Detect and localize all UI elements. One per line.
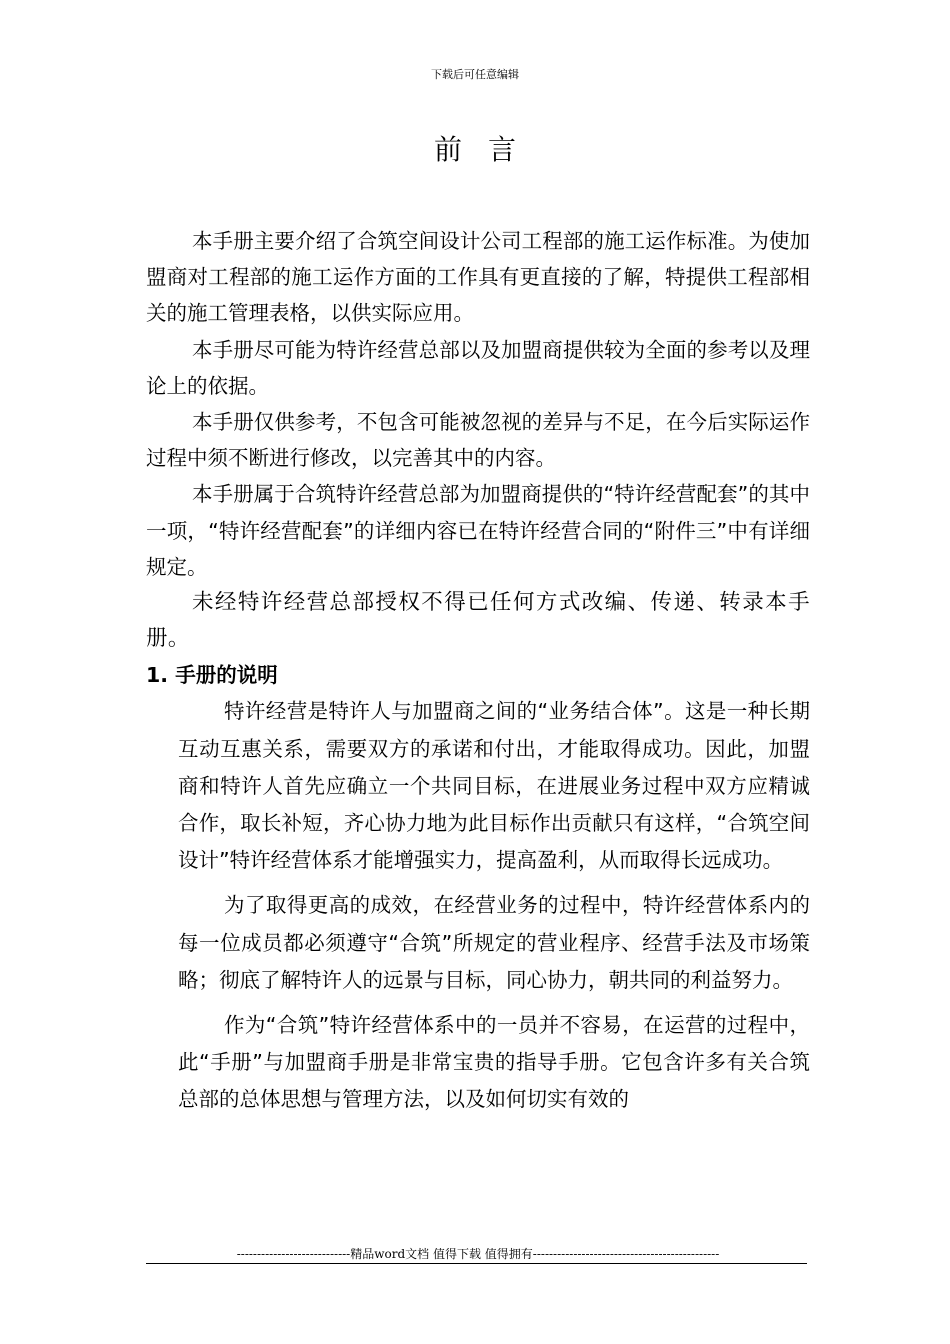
section-paragraph-2: 为了取得更高的成效，在经营业务的过程中，特许经营体系内的每一位成员都必须遵守“合筑”所规定的营业程序、经营手法及市场策略；彻底了解特许人的远景与目标，同心协力，朝共同的利益努力。: [178, 893, 810, 992]
preface-paragraph-2: 本手册尽可能为特许经营总部以及加盟商提供较为全面的参考以及理论上的依据。: [146, 337, 810, 398]
preface-paragraph-5: 未经特许经营总部授权不得已任何方式改编、传递、转录本手册。: [146, 590, 810, 652]
section-paragraph-1: 特许经营是特许人与加盟商之间的“业务结合体”。这是一种长期互动互惠关系，需要双方的承诺和付出，才能取得成功。因此，加盟商和特许人首先应确立一个共同目标，在进展业务过程中双方应精诚合作，取长补短，齐心协力地为此目标作出贡献只有这样，“合筑空间设计”特许经营体系才能增强实力，提高盈利，从而取得长远成功。: [178, 699, 810, 873]
section-heading: 1. 手册的说明: [146, 663, 278, 688]
page-footer: ----------------------------精品word文档 值得下载 值得拥有----------------------------------------------: [236, 1247, 720, 1261]
page-header-note: 下载后可任意编辑: [431, 68, 519, 81]
document-body: [146, 223, 810, 1119]
section-paragraph-3: 作为“合筑”特许经营体系中的一员并不容易，在运营的过程中，此“手册”与加盟商手册是非常宝贵的指导手册。它包含许多有关合筑总部的总体思想与管理方法，以及如何切实有效的: [178, 1013, 810, 1112]
preface-paragraph-4: 本手册属于合筑特许经营总部为加盟商提供的“特许经营配套”的其中一项，“特许经营配套”的详细内容已在特许经营合同的“附件三”中有详细规定。: [146, 482, 810, 579]
preface-paragraph-1: 本手册主要介绍了合筑空间设计公司工程部的施工运作标准。为使加盟商对工程部的施工运作方面的工作具有更直接的了解，特提供工程部相关的施工管理表格，以供实际应用。: [146, 229, 810, 326]
footer-divider: [146, 1263, 807, 1264]
page-title: 前言: [433, 133, 542, 166]
section-body: [146, 693, 810, 1118]
preface-paragraph-3: 本手册仅供参考，不包含可能被忽视的差异与不足，在今后实际运作过程中须不断进行修改，以完善其中的内容。: [146, 410, 810, 471]
